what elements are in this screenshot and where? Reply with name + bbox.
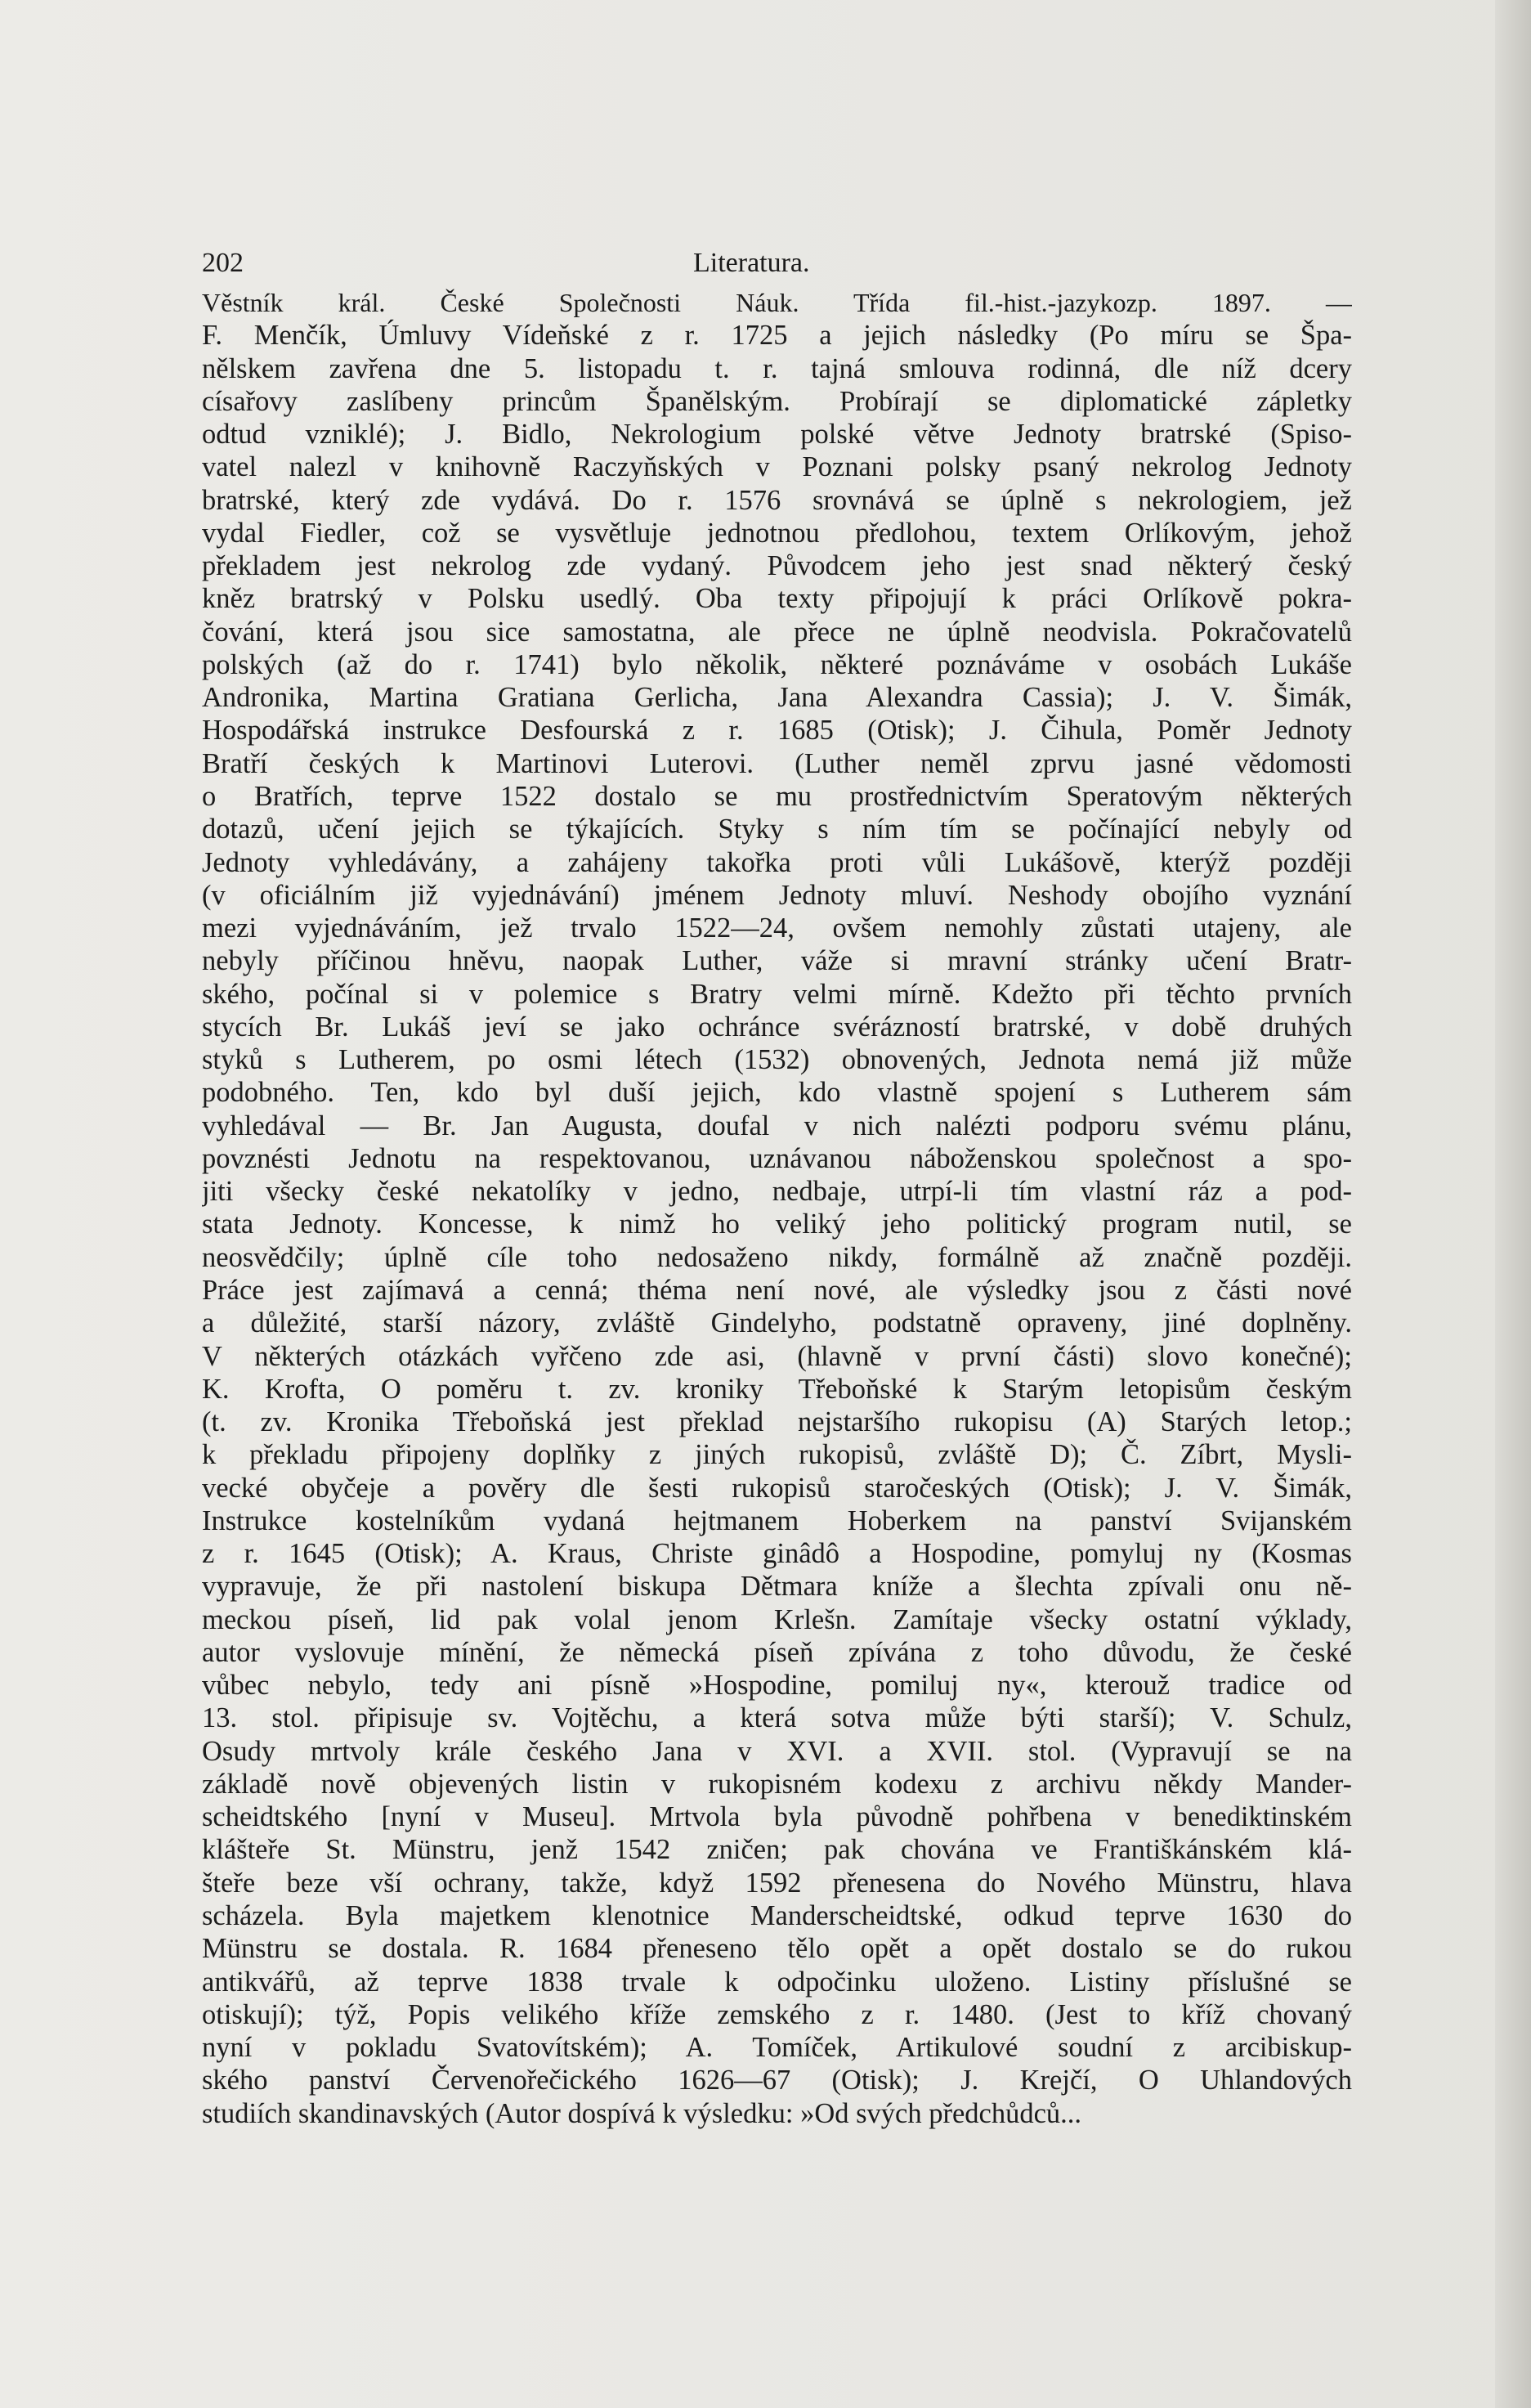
text-line: meckou píseň, lid pak volal jenom Krlešn. Zamítaje všecky ostatní výklady, — [202, 1603, 1352, 1635]
text-line: bratrské, který zde vydává. Do r. 1576 srovnává se úplně s nekrologiem, jež — [202, 484, 1352, 516]
text-line: překladem jest nekrolog zde vydaný. Původcem jeho jest snad některý český — [202, 550, 1352, 582]
text-line: autor vyslovuje mínění, že německá píseň zpívána z toho důvodu, že české — [202, 1636, 1352, 1668]
text-line: otiskují); týž, Popis velikého kříže zemského z r. 1480. (Jest to kříž chovaný — [202, 1998, 1352, 2030]
page-number: 202 — [202, 248, 244, 278]
text-line: (v oficiálním již vyjednávání) jménem Jednoty mluví. Neshody obojího vyznání — [202, 879, 1352, 911]
text-line: scheidtského [nyní v Museu]. Mrtvola byla původně pohřbena v benediktinském — [202, 1801, 1352, 1833]
text-line: stycích Br. Lukáš jeví se jako ochránce svérázností bratrské, v době druhých — [202, 1011, 1352, 1043]
text-line: vatel nalezl v knihovně Raczyňských v Poznani polsky psaný nekrolog Jednoty — [202, 451, 1352, 483]
text-line: dotazů, učení jejich se týkajících. Styky s ním tím se počínající nebyly od — [202, 814, 1352, 845]
text-line: neosvědčily; úplně cíle toho nedosaženo nikdy, formálně až značně později. — [202, 1241, 1352, 1273]
text-line: čování, která jsou sice samostatna, ale přece ne úplně neodvisla. Pokračovatelů — [202, 616, 1352, 648]
text-line: a důležité, starší názory, zvláště Gindelyho, podstatně opraveny, jiné doplněny. — [202, 1307, 1352, 1339]
text-line: vydal Fiedler, což se vysvětluje jednotnou předlohou, textem Orlíkovým, jehož — [202, 517, 1352, 549]
text-line: F. Menčík, Úmluvy Vídeňské z r. 1725 a jejich následky (Po míru se Špa- — [202, 320, 1352, 352]
text-line: ského, počínal si v polemice s Bratry velmi mírně. Kdežto při těchto prvních — [202, 978, 1352, 1010]
text-line: studiích skandinavských (Autor dospívá k výsledku: »Od svých předchůdců... — [202, 2097, 1082, 2129]
text-line: Jednoty vyhledávány, a zahájeny takořka proti vůli Lukášově, kterýž později — [202, 846, 1352, 878]
text-line: V některých otázkách vyřčeno zde asi, (hlavně v první části) slovo konečné); — [202, 1340, 1352, 1372]
text-line: jiti všecky české nekatolíky v jedno, nedbaje, utrpí-li tím vlastní ráz a pod- — [202, 1176, 1352, 1208]
text-line: K. Krofta, O poměru t. zv. kroniky Třeboňské k Starým letopisům českým — [202, 1373, 1352, 1405]
text-line: Věstník král. České Společnosti Náuk. Třída fil.-hist.-jazykozp. 1897. — — [202, 288, 1352, 317]
page-header — [202, 243, 839, 284]
text-line: Andronika, Martina Gratiana Gerlicha, Jana Alexandra Cassia); J. V. Šimák, — [202, 682, 1352, 714]
text-line: o Bratřích, teprve 1522 dostalo se mu prostřednictvím Speratovým některých — [202, 780, 1352, 812]
text-line: nělskem zavřena dne 5. listopadu t. r. tajná smlouva rodinná, dle níž dcery — [202, 352, 1352, 384]
text-line: antikvářů, až teprve 1838 trvale k odpočinku uloženo. Listiny příslušné se — [202, 1966, 1352, 1998]
text-line: z r. 1645 (Otisk); A. Kraus, Christe ginâdô a Hospodine, pomyluj ny (Kosmas — [202, 1538, 1352, 1570]
text-line: styků s Lutherem, po osmi létech (1532) obnovených, Jednota nemá již může — [202, 1044, 1352, 1076]
text-line: vyhledával — Br. Jan Augusta, doufal v nich nalézti podporu svému plánu, — [202, 1110, 1352, 1141]
text-line: mezi vyjednáváním, jež trvalo 1522—24, ovšem nemohly zůstati utajeny, ale — [202, 913, 1352, 944]
text-line: šteře beze vší ochrany, takže, když 1592 přenesena do Nového Münstru, hlava — [202, 1867, 1352, 1899]
text-line: vecké obyčeje a pověry dle šesti rukopisů staročeských (Otisk); J. V. Šimák, — [202, 1472, 1352, 1504]
text-line: scházela. Byla majetkem klenotnice Manderscheidtské, odkud teprve 1630 do — [202, 1900, 1352, 1932]
text-line: Práce jest zajímavá a cenná; théma není nové, ale výsledky jsou z části nové — [202, 1274, 1352, 1306]
text-line: nebyly příčinou hněvu, naopak Luther, váže si mravní stránky učení Bratr- — [202, 945, 1352, 977]
text-line: (t. zv. Kronika Třeboňská jest překlad nejstaršího rukopisu (A) Starých letop.; — [202, 1406, 1352, 1438]
text-line: ského panství Červenořečického 1626—67 (Otisk); J. Krejčí, O Uhlandových — [202, 2065, 1352, 2096]
text-line: Osudy mrtvoly krále českého Jana v XVI. a XVII. stol. (Vypravují se na — [202, 1735, 1352, 1767]
text-line: Instrukce kostelníkům vydaná hejtmanem Hoberkem na panství Svijanském — [202, 1504, 1352, 1536]
running-title: Literatura. — [693, 248, 810, 278]
text-line: povznésti Jednotu na respektovanou, uznávanou náboženskou společnost a spo- — [202, 1142, 1352, 1174]
body-text — [202, 286, 1352, 2130]
page-binding-edge — [1495, 0, 1531, 2408]
text-line: základě nově objevených listin v rukopisném kodexu z archivu někdy Mander- — [202, 1768, 1352, 1800]
text-line: klášteře St. Münstru, jenž 1542 zničen; pak chována ve Františkánském klá- — [202, 1834, 1352, 1866]
text-line: 13. stol. připisuje sv. Vojtěchu, a která sotva může býti starší); V. Schulz, — [202, 1702, 1352, 1734]
text-line: stata Jednoty. Koncesse, k nimž ho veliký jeho politický program nutil, se — [202, 1208, 1352, 1240]
text-line: kněz bratrský v Polsku usedlý. Oba texty připojují k práci Orlíkově pokra- — [202, 583, 1352, 615]
text-line: Hospodářská instrukce Desfourská z r. 1685 (Otisk); J. Čihula, Poměr Jednoty — [202, 715, 1352, 747]
text-line: Bratří českých k Martinovi Luterovi. (Luther neměl zprvu jasné vědomosti — [202, 747, 1352, 779]
text-line: polských (až do r. 1741) bylo několik, některé poznáváme v osobách Lukáše — [202, 648, 1352, 680]
text-line: odtud vzniklé); J. Bidlo, Nekrologium polské větve Jednoty bratrské (Spiso- — [202, 419, 1352, 451]
text-line: vůbec nebylo, tedy ani písně »Hospodine, pomiluj ny«, kterouž tradice od — [202, 1670, 1352, 1702]
text-line: podobného. Ten, kdo byl duší jejich, kdo vlastně spojení s Lutherem sám — [202, 1077, 1352, 1109]
text-line: k překladu připojeny doplňky z jiných rukopisů, zvláště D); Č. Zíbrt, Mysli- — [202, 1439, 1352, 1471]
text-line: nyní v pokladu Svatovítském); A. Tomíček, Artikulové soudní z arcibiskup- — [202, 2032, 1352, 2064]
text-line: císařovy zaslíbeny princům Španělským. Probírají se diplomatické zápletky — [202, 385, 1352, 417]
text-line: vypravuje, že při nastolení biskupa Dětmara kníže a šlechta zpívali onu ně- — [202, 1571, 1352, 1603]
text-line: Münstru se dostala. R. 1684 přeneseno tělo opět a opět dostalo se do rukou — [202, 1933, 1352, 1965]
